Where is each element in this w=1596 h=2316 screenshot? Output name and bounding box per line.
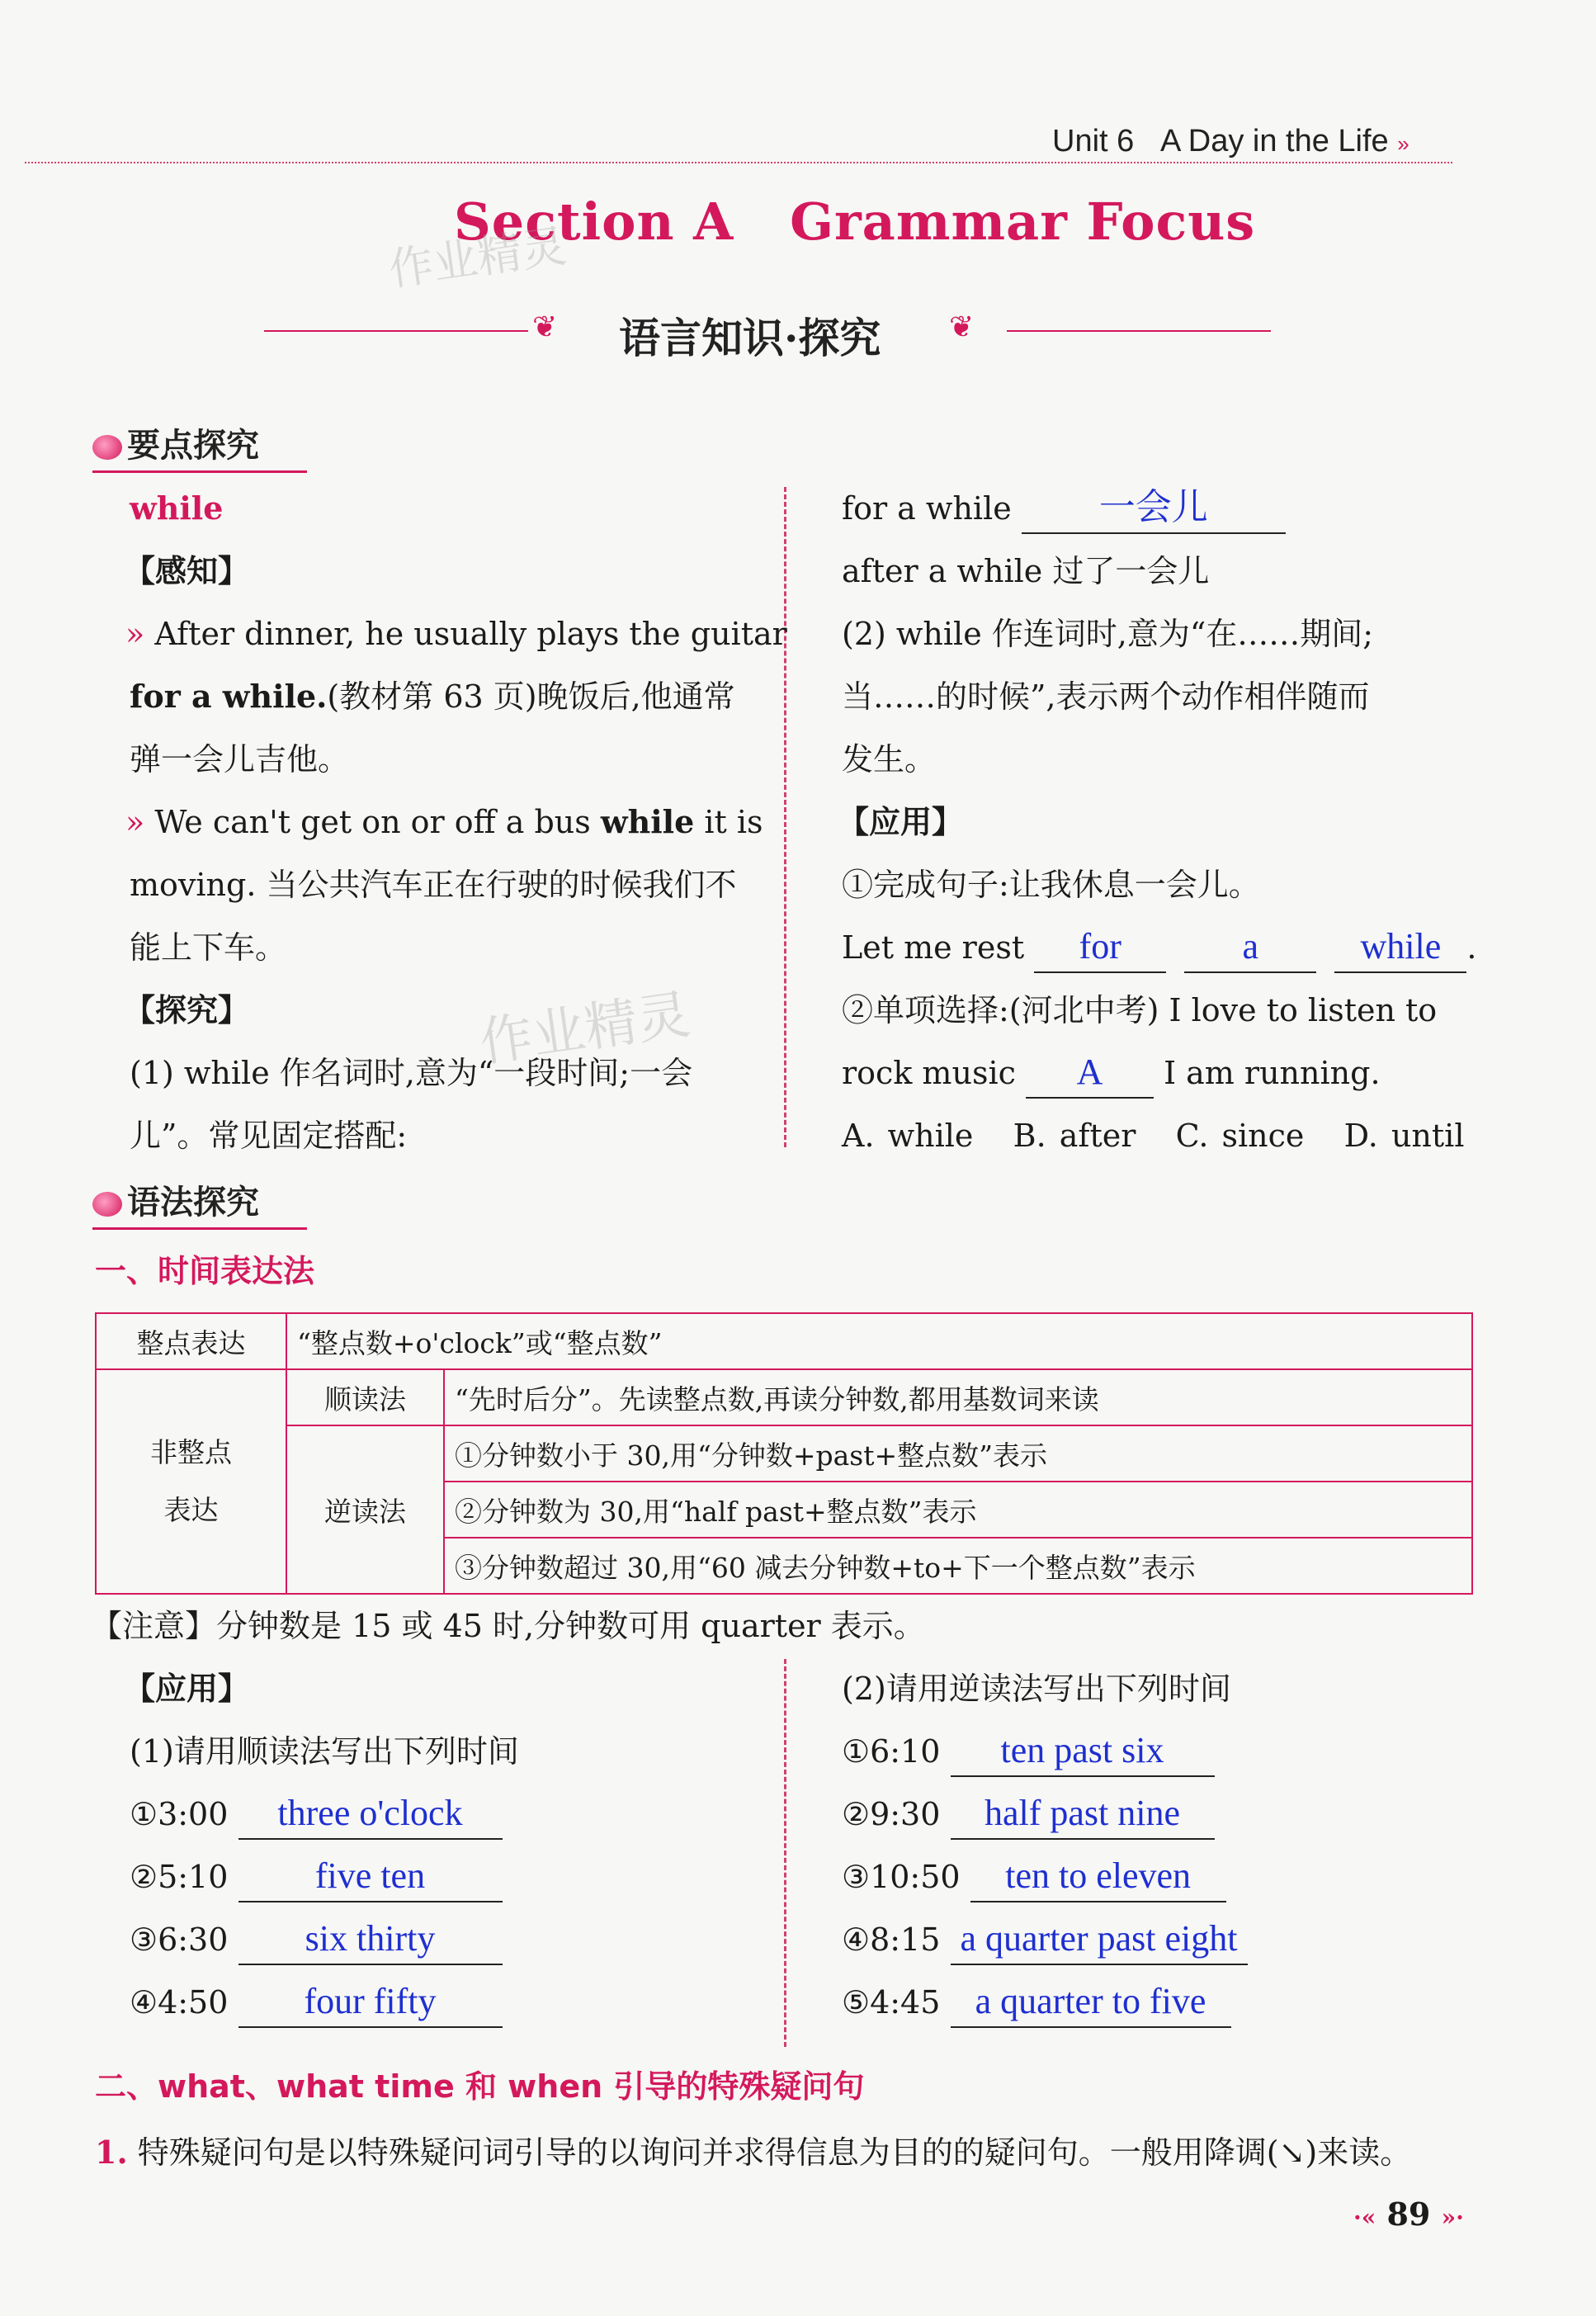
question-line: rock music A I am running. (842, 1042, 1381, 1104)
grammar-heading: 语法探究 (92, 1176, 259, 1223)
arrow-icon: » (125, 804, 145, 840)
table-cell: ①分钟数小于 30,用“分钟数+past+整点数”表示 (444, 1425, 1472, 1482)
exercise-item: ①3:00 three o'clock (130, 1783, 503, 1846)
subheading: 二、what、what time 和 when 引导的特殊疑问句 (95, 2068, 865, 2105)
phrase-line: after a while 过了一会儿 (842, 553, 1210, 589)
answer-blank: half past nine (951, 1789, 1215, 1840)
explore-line: (1) while 作名词时,意为“一段时间;一会 (130, 1055, 693, 1091)
option: B. after (1013, 1118, 1136, 1154)
unit-header (1052, 124, 1409, 159)
example-line: 弹一会儿吉他。 (130, 741, 350, 778)
chevron-left-icon: ·« (1353, 2204, 1376, 2231)
apply-label: 【应用】 (124, 1670, 250, 1707)
table-cell: “整点数+o'clock”或“整点数” (286, 1313, 1472, 1369)
header-rule (25, 162, 1452, 163)
answer-blank: A (1026, 1047, 1154, 1099)
grammar-point: 1. 特殊疑问句是以特殊疑问词引导的以询问并求得信息为目的的疑问句。一般用降调(↘)来读。 (95, 2134, 1412, 2171)
section-banner (264, 305, 1296, 362)
table-cell: “先时后分”。先读整点数,再读分钟数,都用基数词来读 (444, 1369, 1472, 1425)
table-cell: ③分钟数超过 30,用“60 减去分钟数+to+下一个整点数”表示 (444, 1538, 1472, 1594)
column-divider (784, 1659, 786, 2047)
example-line: for a while.(教材第 63 页)晚饭后,他通常 (130, 678, 735, 715)
bullet-icon (92, 435, 122, 460)
table-cell: ②分钟数为 30,用“half past+整点数”表示 (444, 1482, 1472, 1538)
explore-line: 当……的时候”,表示两个动作相伴随而 (842, 678, 1370, 715)
answer-blank: three o'clock (238, 1789, 503, 1840)
explore-line: (2) while 作连词时,意为“在……期间; (842, 616, 1374, 652)
exercise-item: ②5:10 five ten (130, 1846, 503, 1908)
ornament-icon: ❦ (532, 310, 558, 344)
watermark: 作业精灵 (475, 984, 694, 1075)
answer-blank: ten to eleven (970, 1851, 1226, 1902)
bullet-icon (92, 1192, 122, 1217)
column-divider (784, 487, 786, 1147)
time-expression-table (95, 1312, 1473, 1595)
banner-title: 语言知识·探究 (619, 314, 881, 362)
exercise-item: ④4:50 four fifty (130, 1971, 503, 2034)
table-cell: 逆读法 (286, 1425, 444, 1594)
phrase-line: for a while 一会儿 (842, 477, 1286, 540)
exercise-item: ①6:10 ten past six (842, 1720, 1215, 1783)
exercise-item: ⑤4:45 a quarter to five (842, 1971, 1231, 2034)
explore-label: 【探究】 (124, 991, 250, 1028)
options-line (842, 1104, 1464, 1167)
subheading: 一、时间表达法 (95, 1253, 315, 1289)
answer-blank: for (1034, 922, 1166, 973)
explore-line: 儿”。常见固定搭配: (130, 1118, 408, 1154)
page-title (454, 191, 1255, 252)
example-line: » After dinner, he usually plays the guitar (125, 616, 787, 652)
option: C. since (1175, 1118, 1305, 1154)
table-cell: 非整点 表达 (96, 1369, 286, 1594)
watermark: 作业精灵 (385, 220, 569, 296)
question-line: Let me rest for a while . (842, 916, 1476, 979)
explore-line: 发生。 (842, 741, 937, 778)
exercise-intro: (1)请用顺读法写出下列时间 (130, 1733, 519, 1770)
unit-title: A Day in the Life (1159, 124, 1389, 158)
key-points-heading: 要点探究 (92, 419, 259, 466)
table-cell: 顺读法 (286, 1369, 444, 1425)
answer-blank: while (1334, 922, 1466, 973)
answer-blank: a quarter to five (951, 1977, 1231, 2028)
exercise-item: ③10:50 ten to eleven (842, 1846, 1226, 1908)
exercise-intro: (2)请用逆读法写出下列时间 (842, 1671, 1231, 1707)
answer-blank: six thirty (238, 1914, 503, 1965)
example-line: » We can't get on or off a bus while it is (125, 803, 763, 840)
answer-blank: five ten (238, 1851, 503, 1902)
arrow-icon: » (125, 616, 145, 652)
question-line: ①完成句子:让我休息一会儿。 (842, 867, 1260, 903)
exercise-item: ④8:15 a quarter past eight (842, 1908, 1248, 1971)
example-line: 能上下车。 (130, 929, 287, 966)
unit-number: Unit 6 (1052, 124, 1135, 158)
option: A. while (842, 1118, 974, 1154)
exercise-item: ②9:30 half past nine (842, 1783, 1215, 1846)
example-line: moving. 当公共汽车正在行驶的时候我们不 (130, 867, 737, 903)
answer-blank: ten past six (951, 1726, 1215, 1777)
answer-blank: four fifty (238, 1977, 503, 2028)
title-focus: Grammar Focus (790, 191, 1256, 252)
title-section: Section A (454, 191, 734, 252)
keyword: while (130, 489, 224, 527)
question-line: ②单项选择:(河北中考) I love to listen to (842, 992, 1438, 1028)
chevron-right-icon: » (1397, 131, 1409, 156)
answer-blank: a quarter past eight (951, 1914, 1248, 1965)
page-number: ·« 89 »· (1353, 2195, 1464, 2233)
chevron-right-icon: »· (1441, 2204, 1464, 2231)
option: D. until (1343, 1118, 1465, 1154)
note: 【注意】分钟数是 15 或 45 时,分钟数可用 quarter 表示。 (91, 1608, 925, 1644)
ornament-icon: ❦ (949, 310, 975, 344)
answer-blank: a (1184, 922, 1316, 973)
perceive-label: 【感知】 (124, 552, 250, 589)
answer-blank: 一会儿 (1022, 483, 1286, 534)
exercise-item: ③6:30 six thirty (130, 1908, 503, 1971)
apply-label: 【应用】 (838, 803, 964, 840)
table-cell: 整点表达 (96, 1313, 286, 1369)
